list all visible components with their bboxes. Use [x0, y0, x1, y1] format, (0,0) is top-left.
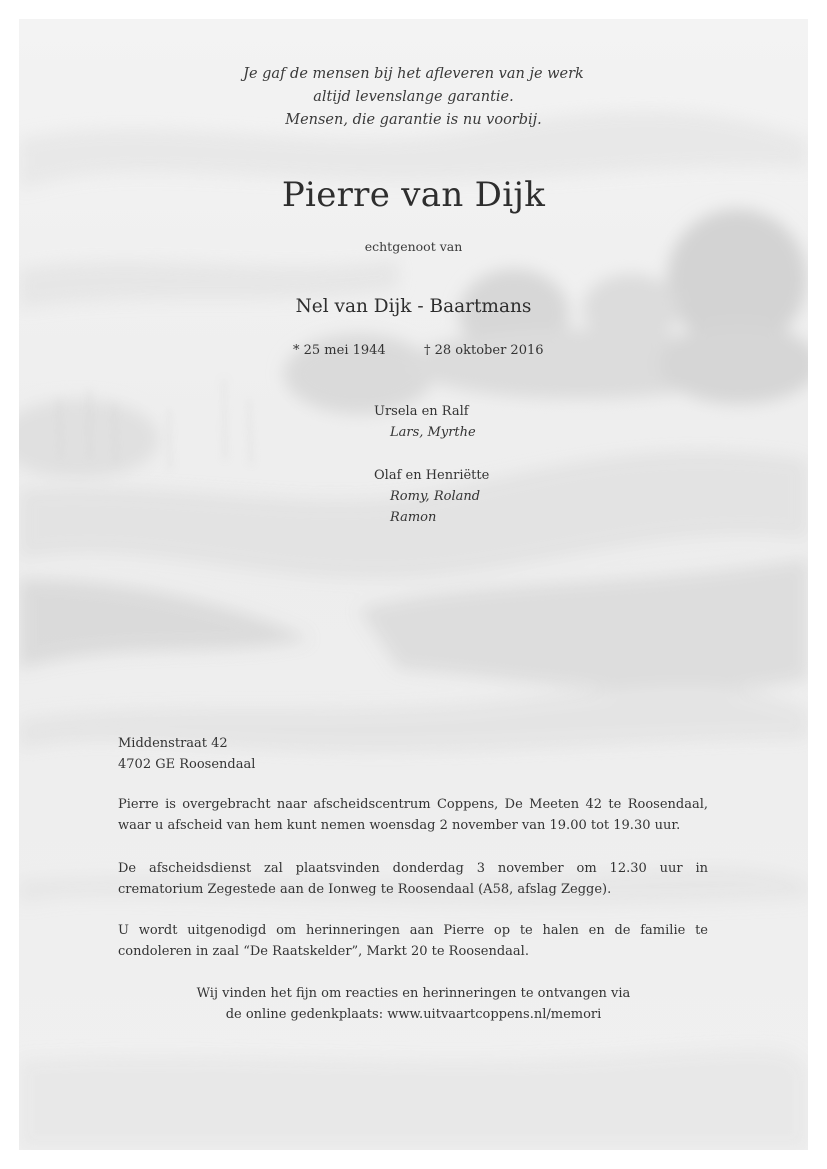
address-city: 4702 GE Roosendaal [118, 757, 256, 772]
memorial-card [19, 19, 808, 1150]
death-date: † 28 oktober 2016 [424, 343, 544, 358]
family-children: Ramon [390, 510, 437, 525]
closing-line: de online gedenkplaats: www.uitvaartcoppens.nl/memori [225, 1007, 602, 1022]
family-parents: Ursela en Ralf [374, 404, 469, 419]
correspondence-address [118, 733, 255, 775]
poem-line: altijd levenslange garantie. [313, 89, 514, 105]
service-paragraph: De afscheidsdienst zal plaatsvinden donderdag 3 november om 12.30 uur in crematorium Zegestede aan de Ionweg te Roosendaal (A58, afslag Zegge). [118, 861, 708, 897]
poem-line: Mensen, die garantie is nu voorbij. [285, 112, 542, 128]
viewing-paragraph: Pierre is overgebracht naar afscheidscentrum Coppens, De Meeten 42 te Roosendaal, waar u afscheid van hem kunt nemen woensdag 2 november van 19.00 tot 19.30 uur. [118, 797, 708, 833]
poem-line: Je gaf de mensen bij het afleveren van je werk [243, 66, 584, 82]
family-children: Lars, Myrthe [390, 425, 476, 440]
closing-line: Wij vinden het fijn om reacties en herinneringen te ontvangen via [196, 986, 631, 1001]
relation-label: echtgenoot van [364, 239, 463, 254]
birth-date: * 25 mei 1944 [293, 343, 386, 358]
closing-text [19, 983, 808, 1025]
family-parents: Olaf en Henriëtte [374, 468, 490, 483]
deceased-name: Pierre van Dijk [281, 175, 546, 215]
poem [19, 63, 808, 132]
condolence-paragraph: U wordt uitgenodigd om herinneringen aan Pierre op te halen en de familie te condoleren in zaal “De Raatskelder”, Markt 20 te Roosendaal. [118, 923, 708, 959]
address-street: Middenstraat 42 [118, 736, 228, 751]
family-group [374, 465, 489, 528]
spouse-name: Nel van Dijk - Baartmans [295, 296, 532, 317]
family-children: Romy, Roland [390, 489, 481, 504]
family-group [374, 401, 476, 443]
